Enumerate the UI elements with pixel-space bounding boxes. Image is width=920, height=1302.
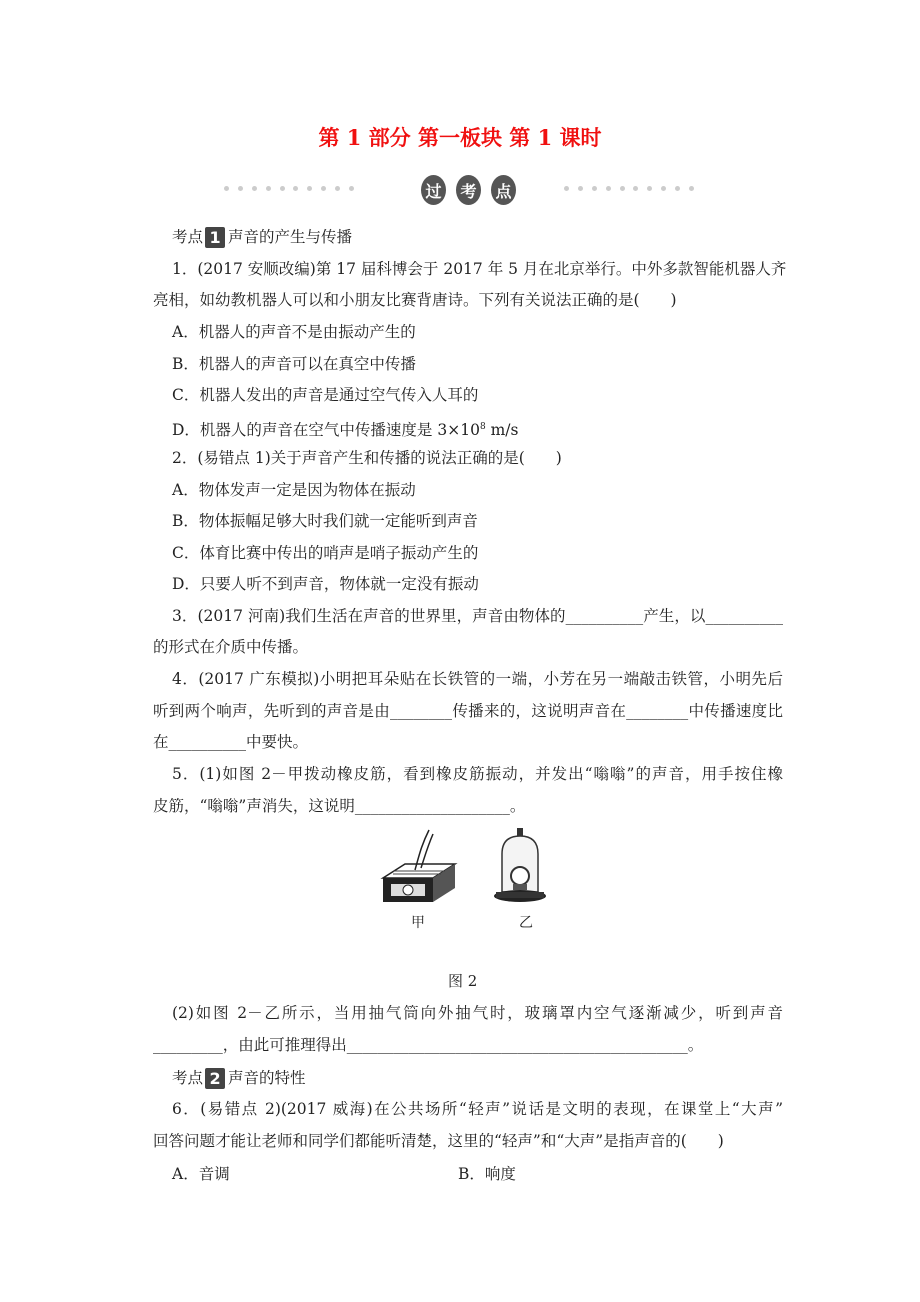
q6-options <box>172 1164 783 1184</box>
unit: m/s <box>485 421 519 440</box>
q4-line2: 听到两个响声，先听到的声音是由________传播来的，这说明声音在________中传播速度比 <box>153 702 783 720</box>
kaodian-number: 1 <box>205 227 225 248</box>
banner-char: 点 <box>491 175 516 205</box>
kaodian-prefix: 考点 <box>172 1069 204 1087</box>
figure-caption: 图 2 <box>448 972 478 990</box>
kaodian-2-heading <box>172 1067 306 1089</box>
kaodian-1-heading <box>172 226 352 248</box>
bell-jar-figure <box>494 828 546 902</box>
q6-option-b: B．响度 <box>458 1165 516 1183</box>
dots-left-divider <box>224 186 354 191</box>
rubber-band-box-figure <box>383 830 455 902</box>
q2-option-d: D．只要人听不到声音，物体就一定没有振动 <box>172 575 479 593</box>
q3-line1: 3．(2017 河南)我们生活在声音的世界里，声音由物体的__________产生，以__________ <box>172 607 783 625</box>
q4-line3: 在__________中要快。 <box>153 733 309 751</box>
figure-label-yi: 乙 <box>519 915 533 931</box>
q6-option-a: A．音调 <box>172 1165 230 1183</box>
q6-line2: 回答问题才能让老师和同学们都能听清楚，这里的“轻声”和“大声”是指声音的( ) <box>153 1132 724 1150</box>
exponent: 8 <box>479 422 486 432</box>
kaodian-prefix: 考点 <box>172 228 204 246</box>
q2-option-a: A．物体发声一定是因为物体在振动 <box>172 481 416 499</box>
section-banner <box>421 175 516 205</box>
kaodian-number: 2 <box>205 1068 225 1089</box>
figure-label-jia: 甲 <box>411 915 425 931</box>
q1-option-d <box>172 417 783 440</box>
banner-char: 过 <box>421 175 446 205</box>
q2-line1: 2．(易错点 1)关于声音产生和传播的说法正确的是( ) <box>172 449 562 467</box>
q3-line2: 的形式在介质中传播。 <box>153 638 309 656</box>
q5-part2-line2: _________，由此可推理得出____________________________________________。 <box>153 1036 704 1054</box>
page-title: 第 1 部分 第一板块 第 1 课时 <box>318 125 602 150</box>
q6-line1: 6．(易错点 2)(2017 威海)在公共场所“轻声”说话是文明的表现，在课堂上“大声” <box>172 1100 783 1118</box>
banner-char: 考 <box>456 175 481 205</box>
kaodian-label: 声音的特性 <box>228 1069 306 1087</box>
q1-option-b: B．机器人的声音可以在真空中传播 <box>172 355 416 373</box>
q4-line1: 4．(2017 广东模拟)小明把耳朵贴在长铁管的一端，小芳在另一端敲击铁管，小明先后 <box>172 670 783 688</box>
q2-option-c: C．体育比赛中传出的哨声是哨子振动产生的 <box>172 544 479 562</box>
q5-line1: 5．(1)如图 2－甲拨动橡皮筋，看到橡皮筋振动，并发出“嗡嗡”的声音，用手按住橡 <box>172 765 783 783</box>
q1-line1: 1．(2017 安顺改编)第 17 届科博会于 2017 年 5 月在北京举行。中外多款智能机器人齐 <box>172 260 787 278</box>
figure-2-illustration <box>375 826 575 916</box>
q2-option-b: B．物体振幅足够大时我们就一定能听到声音 <box>172 512 478 530</box>
q1-line2: 亮相，如幼教机器人可以和小朋友比赛背唐诗。下列有关说法正确的是( ) <box>153 291 677 309</box>
q5-line2: 皮筋，“嗡嗡”声消失，这说明____________________。 <box>153 797 526 815</box>
q5-part2-line1: (2)如图 2－乙所示，当用抽气筒向外抽气时，玻璃罩内空气逐渐减少，听到声音 <box>172 1004 783 1022</box>
q1-option-c: C．机器人发出的声音是通过空气传入人耳的 <box>172 386 479 404</box>
kaodian-label: 声音的产生与传播 <box>228 228 353 246</box>
q1-option-a: A．机器人的声音不是由振动产生的 <box>172 323 416 341</box>
dots-right-divider <box>564 186 694 191</box>
q1-option-d-text: D．机器人的声音在空气中传播速度是 3×10 <box>172 421 480 440</box>
